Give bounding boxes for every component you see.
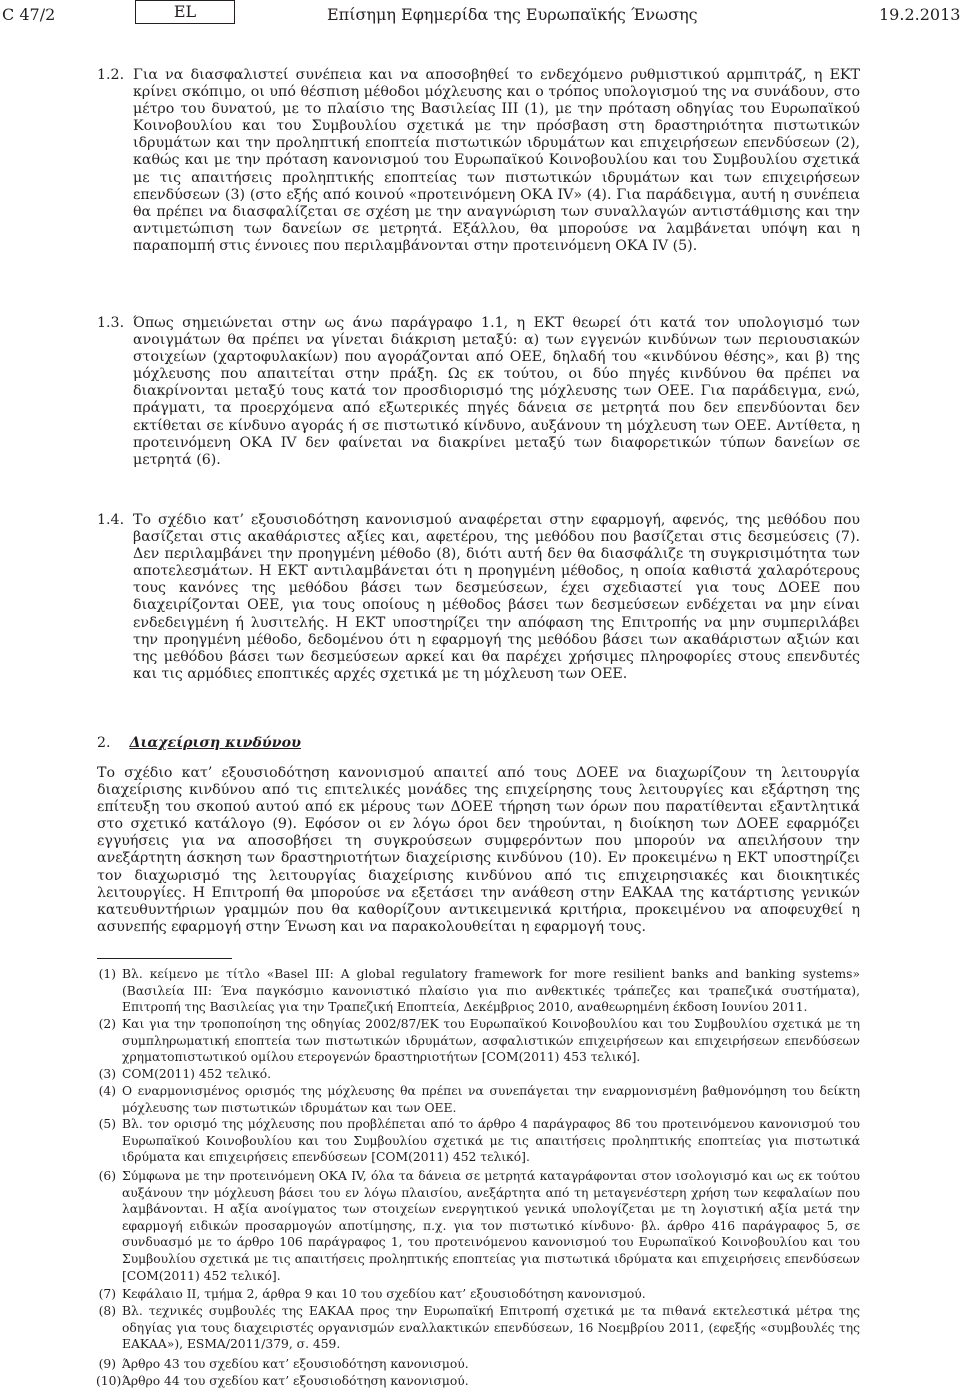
footnote-text: Βλ. κείμενο με τίτλο «Basel III: A global regulatory framework for more resilient banks and banking systems» (Βασιλεία III: Ένα παγκόσμιο κανονιστικό πλαίσιο για πιο ανθεκτικές τράπεζες και τραπεζικά συστήματα), Επιτροπή της Βασιλείας για την Τραπεζική Εποπτεία, Δεκέμβριος 2010, αναθεωρημένη έκδοση Ιουνίου 2011. (122, 967, 860, 1015)
journal-title: Επίσημη Εφημερίδα της Ευρωπαϊκής Ένωσης (327, 5, 698, 24)
footnote-separator (97, 958, 232, 959)
footnote-mark: (8) (98, 1304, 116, 1318)
section-paragraph: Για να διασφαλιστεί συνέπεια και να αποσοβηθεί το ενδεχόμενο ρυθμιστικού αρμπιτράζ, η ΕΚΤ κρίνει σκόπιμο, οι υπό θέσπιση μέθοδοι μόχλευσης και ο τρόπος υπολογισμού της να συνάδουν, στο μέτρο του δυνατού, με το πλαίσιο της Βασιλείας III (1), με την πρόταση οδηγίας του Ευρωπαϊκού Κοινοβουλίου και του Συμβουλίου σχετικά με την πρόσβαση στη δραστηριότητα πιστωτικών ιδρυμάτων και την προληπτική εποπτεία πιστωτικών ιδρυμάτων και επιχειρήσεων επενδύσεων (2), καθώς και με την πρόταση κανονισμού του Ευρωπαϊκού Κοινοβουλίου και του Συμβουλίου σχετικά με τις απαιτήσεις προληπτικής εποπτείας των πιστωτικών ιδρυμάτων και των επιχειρήσεων επενδύσεων (3) (στο εξής από κοινού «προτεινόμενη ΟΚΑ IV» (4). Για παράδειγμα, αυτή η συνέπεια θα πρέπει να διασφαλίζεται σε σχέση με την αναγνώριση των συναλλαγών αντιστάθμισης και την αντιμετώπιση των δανείων σε μετρητά. Εξάλλου, θα μπορούσε να λαμβάνεται υπόψη και η παραπομπή στις έννοιες που περιλαμβάνονται στην προτεινόμενη ΟΚΑ IV (5). (133, 67, 860, 254)
footnote-text: COM(2011) 452 τελικό. (122, 1067, 272, 1081)
footnote-mark: (2) (98, 1017, 116, 1031)
footnote-mark: (5) (98, 1117, 116, 1131)
footnote-text: Ο εναρμονισμένος ορισμός της μόχλευσης θα πρέπει να συνεπάγεται την εναρμονισμένη βαθμονόμηση του δείκτη μόχλευσης των πιστωτικών ιδρυμάτων και των ΟΕΕ. (122, 1084, 860, 1115)
footnote-mark: (1) (98, 967, 116, 981)
footnote-mark: (4) (98, 1084, 116, 1098)
footnote-mark: (10) (96, 1374, 122, 1388)
section-heading-number: 2. (97, 735, 111, 751)
footnote-text: Κεφάλαιο II, τμήμα 2, άρθρα 9 και 10 του σχεδίου κατ’ εξουσιοδότηση κανονισμού. (122, 1287, 646, 1301)
section-paragraph: Όπως σημειώνεται στην ως άνω παράγραφο 1.1, η ΕΚΤ θεωρεί ότι κατά τον υπολογισμό των ανοιγμάτων θα πρέπει να γίνεται διάκριση μεταξύ: α) των εγγενών κινδύνων των περιουσιακών στοιχείων (χαρτοφυλακίων) που αγοράζονται από ΟΕΕ, δηλαδή του «κινδύνου θέσης», και β) της μόχλευσης που απαιτείται στην πράξη. Ως εκ τούτου, οι δύο πηγές κινδύνου θα πρέπει να διακρίνονται μεταξύ τους κατά τον προσδιορισμό της μόχλευσης των ΟΕΕ. Για παράδειγμα, ενώ, πράγματι, τα προερχόμενα από εξωτερικές πηγές δάνεια σε μετρητά που δεν επενδύονται δεν εκτίθεται σε κίνδυνο αγοράς ή σε πιστωτικό κίνδυνο, αυξάνουν τη μόχλευση των ΟΕΕ. Αντίθετα, η προτεινόμενη ΟΚΑ IV δεν φαίνεται να διακρίνει μεταξύ των διαφορετικών τύπων δανείων σε μετρητά (6). (133, 315, 861, 468)
section-paragraph: Το σχέδιο κατ’ εξουσιοδότηση κανονισμού αναφέρεται στην εφαρμογή, αφενός, της μεθόδου που βασίζεται στις ακαθάριστες αξίες και, αφετέρου, της μεθόδου που βασίζεται στις δεσμεύσεις (7). Δεν περιλαμβάνει την προηγμένη μέθοδο (8), διότι αυτή δεν θα διασφάλιζε τη συγκρισιμότητα των αποτελεσμάτων. Η ΕΚΤ αντιλαμβάνεται ότι η προηγμένη μέθοδος, η οποία καθιστά χαλαρότερους τους κανόνες της μεθόδου βάσει των δεσμεύσεων, έχει σχεδιαστεί για τους ΔΟΕΕ που διαχειρίζονται ΟΕΕ, για τους οποίους η μέθοδος βάσει των δεσμεύσεων ενδέχεται να μην είναι ενδεδειγμένη ή λυσιτελής. Η ΕΚΤ υποστηρίζει την απόφαση της Επιτροπής να μην συμπεριλάβει την προηγμένη μέθοδο, δεδομένου ότι η εφαρμογή της μεθόδου βάσει των ακαθάριστων αξιών και της μεθόδου βάσει των δεσμεύσεων αρκεί και θα παρέχει χρήσιμες πληροφορίες στους επενδυτές και τις αρμόδιες εποπτικές αρχές σχετικά με τη μόχλευση των ΟΕΕ. (133, 512, 860, 682)
section-paragraph: Το σχέδιο κατ’ εξουσιοδότηση κανονισμού απαιτεί από τους ΔΟΕΕ να διαχωρίζουν τη λειτουργία διαχείρισης κινδύνου από τις επιτελικές μονάδες της επιχείρησης τους λειτουργίες και εξάρτηση της επίτευξη του σκοπού αυτού από εκ μέρους των ΔΟΕΕ τήρηση των όρων που παρατίθενται εξαντλητικά στο σχετικό κατάλογο (9). Εφόσον οι εν λόγω όροι δεν τηρούνται, η διοίκηση των ΔΟΕΕ εφαρμόζει εγγυήσεις για να αποσοβήσει τη συγκρούσεων συμφερόντων που μπορούν να απειλήσουν την ανεξάρτητη άσκηση των δραστηριοτήτων διαχείρισης κινδύνου (10). Εν προκειμένω η ΕΚΤ υποστηρίζει τον διαχωρισμό της λειτουργίας διαχείρισης κινδύνου από τις επιχειρησιακές και διοικητικές λειτουργίες. Η Επιτροπή θα μπορούσε να εξετάσει την ανάθεση στην ΕΑΚΑΑ της κατάρτισης γενικών κατευθυντήριων γραμμών που θα καθορίζουν αντικειμενικά κριτήρια, προκειμένου να αποφευχθεί η ασυνεπής εφαρμογή στην Ένωση και να παρακολουθείται η εφαρμογή τους. (97, 765, 860, 935)
language-badge: EL (135, 0, 235, 24)
publication-reference: C 47/2 (2, 5, 56, 24)
footnote-mark: (3) (98, 1067, 116, 1081)
footnote-text: Βλ. τεχνικές συμβουλές της ΕΑΚΑΑ προς την Ευρωπαϊκή Επιτροπή σχετικά με τα πιθανά εκτελεστικά μέτρα της οδηγίας για τους διαχειριστές οργανισμών εναλλακτικών επενδύσεων, 16 Νοεμβρίου 2011, (εφεξής «συμβουλές της ΕΑΚΑΑ»), ESMA/2011/379, σ. 459. (122, 1304, 860, 1352)
footnote-mark: (7) (98, 1287, 116, 1301)
footnote-mark: (9) (98, 1357, 116, 1371)
footnote-text: Βλ. τον ορισμό της μόχλευσης που προβλέπεται από το άρθρο 4 παράγραφος 86 του προτεινόμενου κανονισμού του Ευρωπαϊκού Κοινοβουλίου και του Συμβουλίου σχετικά με τις απαιτήσεις προληπτικής εποπτείας για πιστωτικά ιδρύματα και επιχειρήσεις επενδύσεων [COM(2011) 452 τελικό]. (122, 1117, 860, 1165)
section-number: 1.4. (97, 512, 125, 528)
section-heading (97, 735, 301, 752)
section-number: 1.2. (97, 67, 125, 83)
footnote-text: Άρθρο 44 του σχεδίου κατ’ εξουσιοδότηση κανονισμού. (122, 1374, 469, 1388)
footnote-text: Σύμφωνα με την προτεινόμενη ΟΚΑ IV, όλα τα δάνεια σε μετρητά καταγράφονται στον ισολογισμό και ως εκ τούτου αυξάνουν την μόχλευση βάσει του εν λόγω πλαισίου, ανεξάρτητα από τη μεταγενέστερη χρήση των κεφαλαίων που λαμβάνονται. Η αξία ανοίγματος των στοιχείων ενεργητικού γενικά υπολογίζεται με τη λογιστική αξία μετά την εφαρμογή ειδικών προσαρμογών αποτίμησης, π.χ. για τον πιστωτικό κίνδυνο· βλ. άρθρο 416 παράγραφος 5, σε συνδυασμό με το άρθρο 106 παράγραφος 1, του προτεινόμενου κανονισμού του Ευρωπαϊκού Κοινοβουλίου και του Συμβουλίου σχετικά με τις απαιτήσεις προληπτικής εποπτείας για πιστωτικά ιδρύματα και επιχειρήσεις επενδύσεων [COM(2011) 452 τελικό]. (122, 1169, 860, 1283)
footnote-text: Και για την τροποποίηση της οδηγίας 2002/87/ΕΚ του Ευρωπαϊκού Κοινοβουλίου και του Συμβουλίου σχετικά με τη συμπληρωματική εποπτεία των πιστωτικών ιδρυμάτων, ασφαλιστικών επιχειρήσεων και επιχειρήσεων επενδύσεων χρηματοπιστωτικού ομίλου ετερογενών δραστηριοτήτων [COM(2011) 453 τελικό]. (122, 1017, 860, 1065)
page-header (0, 0, 960, 36)
publication-date: 19.2.2013 (879, 5, 960, 24)
section-number: 1.3. (97, 315, 125, 331)
section-heading-title: Διαχείριση κινδύνου (129, 735, 301, 751)
footnote-mark: (6) (98, 1169, 116, 1183)
footnote-text: Άρθρο 43 του σχεδίου κατ’ εξουσιοδότηση κανονισμού. (122, 1357, 469, 1371)
